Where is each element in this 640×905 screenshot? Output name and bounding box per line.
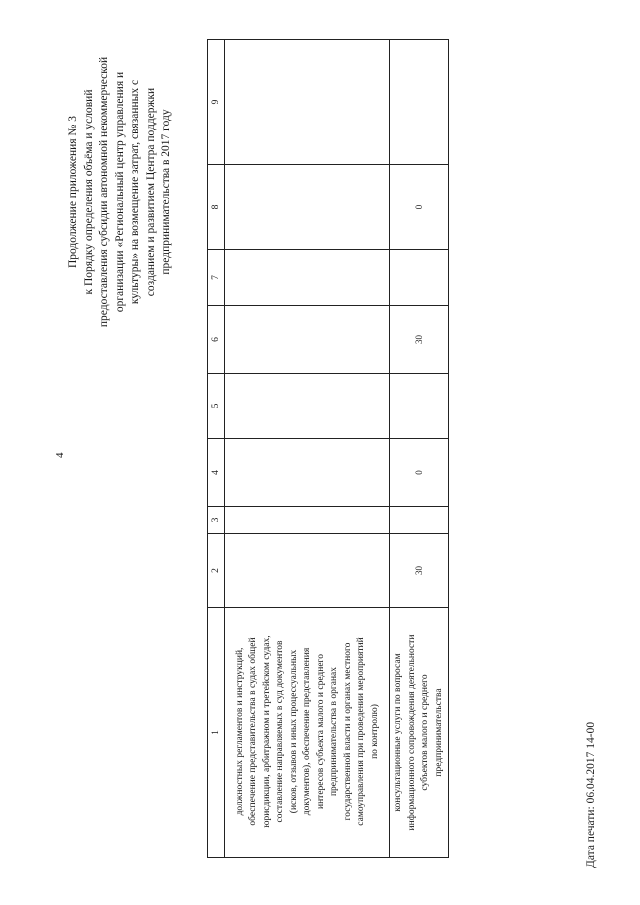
table-cell: [225, 534, 390, 608]
page-number: 4: [54, 452, 66, 458]
table-cell: 0: [390, 439, 449, 507]
header-line: организации «Региональный центр управления и: [113, 71, 126, 313]
row-description: должностных регламентов и инструкций, обеспечение представительства в судах общей юрисдикции, арбитражном и третейском судах, составление направляемых в суд документов (исков, отзывов и иных процессуальных документов), обеспечение представления интересов субъекта малого и среднего предпринимательства в органах государственной власти и органах местного самоуправления при проведении мероприятий по контролю): [225, 608, 390, 858]
table-cell: [225, 439, 390, 507]
table-cell: [390, 507, 449, 534]
column-number: 5: [208, 374, 225, 439]
table-cell: 30: [390, 534, 449, 608]
table-cell: [225, 507, 390, 534]
table-row: [390, 40, 449, 858]
column-number: 3: [208, 507, 225, 534]
table-header-row: [208, 40, 225, 858]
header-line: предоставления субсидии автономной некоммерческой: [98, 56, 110, 328]
column-number: 9: [208, 40, 225, 165]
print-date: Дата печати: 06.04.2017 14-00: [585, 721, 597, 868]
header-line: созданием и развитием Центра поддержки: [144, 87, 157, 297]
table-cell: 0: [390, 165, 449, 250]
table-cell: [225, 306, 390, 374]
appendix-header: [66, 32, 175, 352]
table-cell: [225, 374, 390, 439]
header-line: Продолжение приложения № 3: [67, 115, 79, 269]
column-number: 1: [208, 608, 225, 858]
table-cell: [390, 40, 449, 165]
table-row: [225, 40, 390, 858]
column-number: 4: [208, 439, 225, 507]
table-cell: [390, 250, 449, 306]
column-number: 8: [208, 165, 225, 250]
column-number: 2: [208, 534, 225, 608]
column-number: 6: [208, 306, 225, 374]
table-cell: [225, 165, 390, 250]
row-description: консультационные услуги по вопросам информационного сопровождения деятельности субъектов малого и среднего предпринимательства: [390, 608, 449, 858]
table-cell: 30: [390, 306, 449, 374]
data-table: [207, 40, 443, 858]
table-cell: [225, 40, 390, 165]
header-line: к Порядку определения объёма и условий: [82, 89, 95, 295]
header-line: предпринимательства в 2017 году: [160, 109, 172, 275]
table-cell: [390, 374, 449, 439]
header-line: культуры» на возмещение затрат, связанных с: [129, 79, 141, 305]
column-number: 7: [208, 250, 225, 306]
table-cell: [225, 250, 390, 306]
